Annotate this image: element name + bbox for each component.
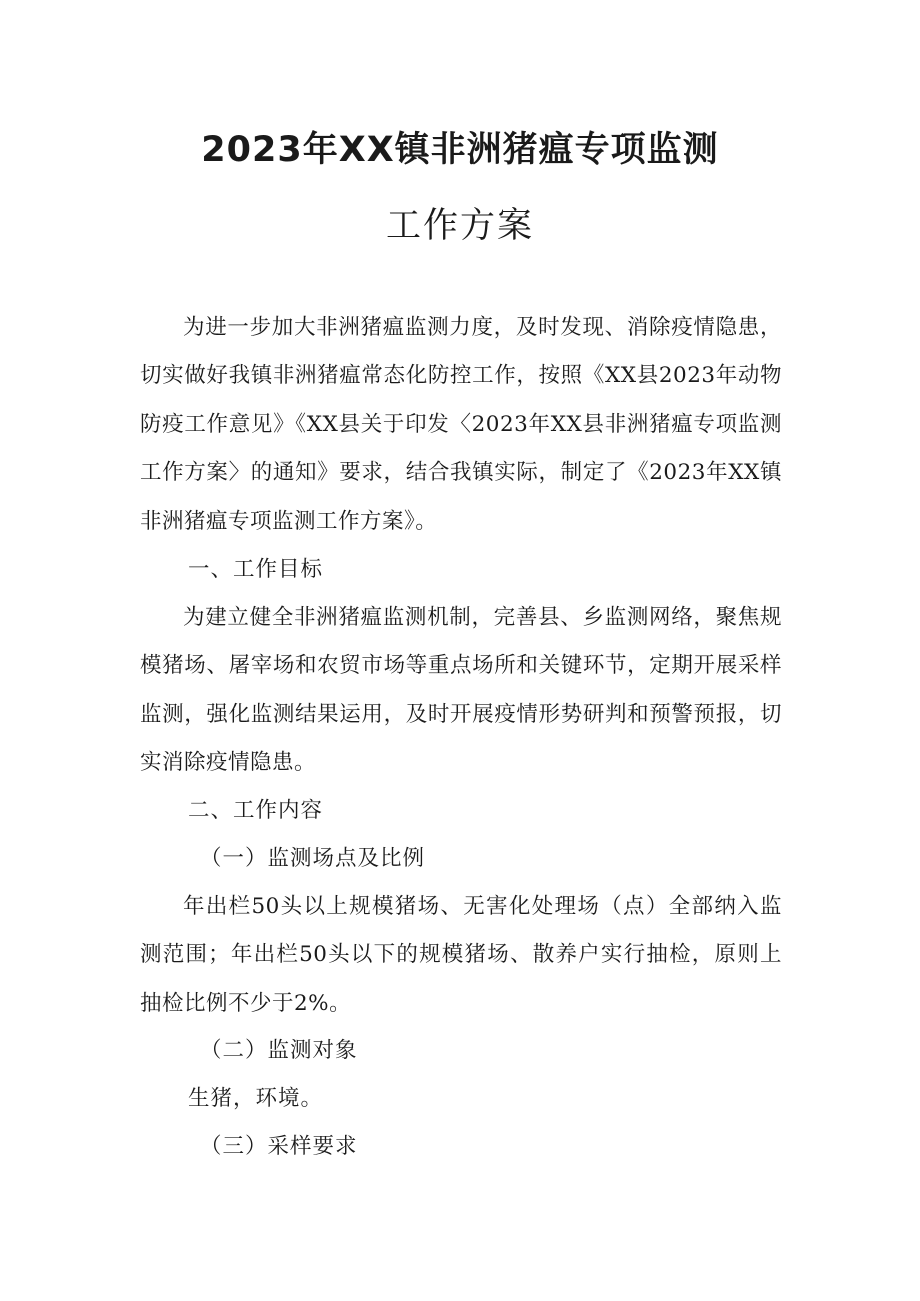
subsection-3-heading: （三）采样要求 <box>200 1134 358 1159</box>
document-title-line-2: 工作方案 <box>385 206 534 246</box>
subsection-2-paragraph: 生猪，环境。 <box>188 1086 324 1111</box>
subsection-1-heading: （一）监测场点及比例 <box>200 846 426 871</box>
section-2-heading: 二、工作内容 <box>188 798 324 823</box>
intro-paragraph: 为进一步加大非洲猪瘟监测力度，及时发现、消除疫情隐患，切实做好我镇非洲猪瘟常态化防控工作，按照《XX县2023年动物防疫工作意见》《XX县关于印发〈2023年XX县非洲猪瘟专项监测工作方案〉的通知》要求，结合我镇实际，制定了《2023年XX镇非洲猪瘟专项监测工作方案》。 <box>140 315 782 534</box>
subsection-1-paragraph: 年出栏50头以上规模猪场、无害化处理场（点）全部纳入监测范围；年出栏50头以下的规模猪场、散养户实行抽检，原则上抽检比例不少于2%。 <box>140 894 782 1016</box>
section-1-heading: 一、工作目标 <box>188 557 324 582</box>
document-title-line-1: 2023年XX镇非洲猪瘟专项监测 <box>201 130 719 170</box>
section-1-paragraph: 为建立健全非洲猪瘟监测机制，完善县、乡监测网络，聚焦规模猪场、屠宰场和农贸市场等重点场所和关键环节，定期开展采样监测，强化监测结果运用，及时开展疫情形势研判和预警预报，切实消除疫情隐患。 <box>140 605 782 776</box>
subsection-2-heading: （二）监测对象 <box>200 1038 358 1063</box>
